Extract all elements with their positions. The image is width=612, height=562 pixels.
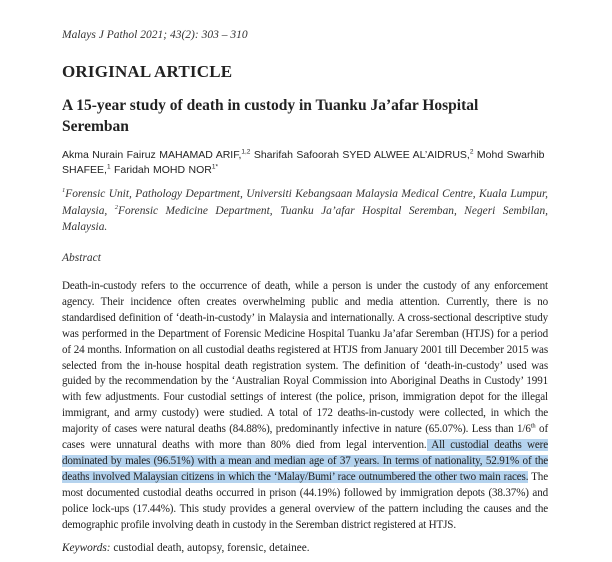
affiliation-block [62, 186, 548, 236]
author-affiliation-mark: 2 [469, 148, 474, 156]
author-name: Faridah MOHD NOR [113, 164, 212, 176]
abstract-text-part: of cases were unnatural deaths with more than 80% died from legal intervention. [62, 423, 548, 452]
text-selection-highlight[interactable]: All custodial deaths were dominated by males (96.51%) with a mean and median age of 37 years. In terms of nationality, 52.91% of the deaths involved Malaysian citizens in which the ‘Malay/Bumi’ race outnumbered the other two main races. [62, 439, 548, 483]
author-4 [114, 164, 218, 176]
affiliation-mark: 1 [62, 187, 66, 195]
abstract-text[interactable] [62, 279, 548, 534]
ordinal-suffix: th [530, 422, 536, 430]
abstract-text-part: The most documented custodial deaths occurred in prison (44.19%) followed by immigration depots (38.37%) and police lock-ups (17.44%). This study provides a general overview of the pattern including the causes and the demographic profile involving death in custody in the Seremban district registered at HTJS. [62, 470, 548, 531]
author-list [62, 148, 548, 178]
affiliation-mark: 2 [114, 203, 118, 211]
journal-reference: Malays J Pathol 2021; 43(2): 303 – 310 [62, 29, 248, 41]
author-affiliation-mark: 1* [211, 163, 218, 171]
affiliation-1: Forensic Unit, Pathology Department, Universiti Kebangsaan Malaysia Medical Centre, Kuala Lumpur, Malaysia, [62, 188, 548, 217]
article-title: A 15-year study of death in custody in Tuanku Ja’afar Hospital Seremban [62, 97, 479, 135]
author-name: Akma Nurain Fairuz MAHAMAD ARIF, [62, 149, 242, 161]
author-name: Sharifah Safoorah SYED ALWEE AL’AIDRUS, [253, 149, 470, 161]
author-name: Mohd Swarhib SHAFEE, [62, 149, 545, 176]
abstract-heading: Abstract [62, 252, 101, 264]
author-affiliation-mark: 1 [106, 163, 111, 171]
abstract-text-part: Death-in-custody refers to the occurrence of death, while a person is under the custody of any enforcement agency. Their incidence often creates overwhelming public and media attention. Currently, there is no standardised definition of ‘death-in-custody’ in Malaysia and internationally. A cross-sectional descriptive study was performed in the Department of Forensic Medicine Hospital Tuanku Ja’afar Seremban (HTJS) for a period of 24 months. Information on all custodial deaths registered at HTJS from January 2001 till December 2015 was selected from the in-house hospital death registration system. The definition of ‘death-in-custody’ used was guided by the recommendation by the ‘Australian Royal Commission into Aboriginal Deaths in Custody’ 1991 with few adjustments. Four custodial settings of interest (the police, prison, immigration depot for the illegal immigrant, and army custody) were studied. A total of 172 deaths-in-custody were collected, in which the majority of cases were natural deaths (84.88%), predominantly infective in nature (65.07%). Less than 1/6 [62, 280, 548, 436]
affiliation-2: Forensic Medicine Department, Tuanku Ja’afar Hospital Seremban, Negeri Sembilan, Malaysia. [62, 204, 548, 233]
author-1 [62, 149, 250, 161]
keywords-text: custodial death, autopsy, forensic, detainee. [110, 542, 310, 554]
keywords-line [62, 542, 310, 554]
author-2 [254, 149, 474, 161]
article-type-heading: ORIGINAL ARTICLE [62, 62, 233, 81]
keywords-label: Keywords: [62, 542, 111, 554]
author-affiliation-mark: 1,2 [241, 148, 251, 156]
